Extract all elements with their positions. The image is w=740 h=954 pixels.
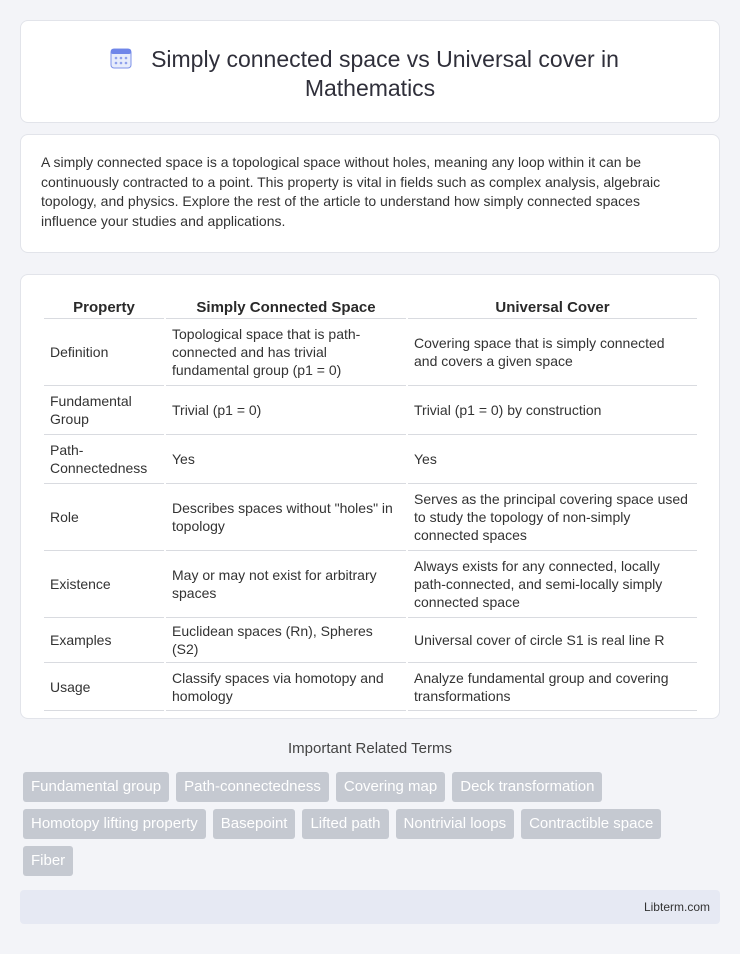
table-cell: Trivial (p1 = 0) by construction <box>408 386 697 435</box>
table-cell: Topological space that is path-connected and has trivial fundamental group (p1 = 0) <box>166 319 406 386</box>
page-title-line1: Simply connected space vs Universal cover in <box>151 46 619 72</box>
table-row <box>44 618 697 663</box>
table-cell: Covering space that is simply connected and covers a given space <box>408 319 697 386</box>
table-cell: Usage <box>44 663 164 711</box>
table-row <box>44 484 697 551</box>
tag-fundamental-group[interactable]: Fundamental group <box>23 772 169 802</box>
table-cell: Trivial (p1 = 0) <box>166 386 406 435</box>
table-row <box>44 386 697 435</box>
table-cell: Definition <box>44 319 164 386</box>
table-row <box>44 319 697 386</box>
table-row <box>44 435 697 484</box>
table-cell: Path-Connectedness <box>44 435 164 484</box>
tag-contractible-space[interactable]: Contractible space <box>521 809 661 839</box>
intro-card <box>20 134 720 253</box>
table-cell: Existence <box>44 551 164 618</box>
table-cell: Fundamental Group <box>44 386 164 435</box>
table-cell: Classify spaces via homotopy and homology <box>166 663 406 711</box>
table-cell: Serves as the principal covering space used to study the topology of non-simply connected spaces <box>408 484 697 551</box>
table-cell: Yes <box>408 435 697 484</box>
table-cell: Always exists for any connected, locally path-connected, and semi-locally simply connected space <box>408 551 697 618</box>
table-cell: Analyze fundamental group and covering transformations <box>408 663 697 711</box>
page-title-line2: Mathematics <box>304 75 436 101</box>
intro-text: A simply connected space is a topological space without holes, meaning any loop within it can be continuously contracted to a point. This property is vital in fields such as complex analysis, algebraic topology, and physics. Explore the rest of the article to understand how simply connected spaces influence your studies and applications. <box>41 154 661 229</box>
table-cell: Role <box>44 484 164 551</box>
table-cell: Examples <box>44 618 164 663</box>
table-cell: Yes <box>166 435 406 484</box>
related-terms-title: Important Related Terms <box>288 740 452 757</box>
table-cell: Universal cover of circle S1 is real line R <box>408 618 697 663</box>
tag-path-connectedness[interactable]: Path-connectedness <box>176 772 329 802</box>
tag-fiber[interactable]: Fiber <box>23 846 73 876</box>
footer-site-link[interactable]: Libterm.com <box>643 900 710 914</box>
tag-nontrivial-loops[interactable]: Nontrivial loops <box>396 809 515 839</box>
comparison-table-card <box>20 274 720 719</box>
tag-deck-transformation[interactable]: Deck transformation <box>452 772 602 802</box>
header-property: Property <box>44 293 164 319</box>
page-title <box>21 45 719 103</box>
table-cell: May or may not exist for arbitrary spaces <box>166 551 406 618</box>
tag-covering-map[interactable]: Covering map <box>336 772 445 802</box>
header-simply-connected: Simply Connected Space <box>166 293 406 319</box>
table-cell: Euclidean spaces (Rn), Spheres (S2) <box>166 618 406 663</box>
tag-lifted-path[interactable]: Lifted path <box>302 809 388 839</box>
tag-homotopy-lifting-property[interactable]: Homotopy lifting property <box>23 809 206 839</box>
header-card <box>20 20 720 123</box>
related-terms-tags <box>23 772 713 876</box>
tag-basepoint[interactable]: Basepoint <box>213 809 296 839</box>
footer <box>20 890 720 924</box>
table-row <box>44 663 697 711</box>
header-universal-cover: Universal Cover <box>408 293 697 319</box>
comparison-table <box>42 293 699 711</box>
table-cell: Describes spaces without "holes" in topology <box>166 484 406 551</box>
table-row <box>44 551 697 618</box>
table-header-row <box>44 293 697 319</box>
